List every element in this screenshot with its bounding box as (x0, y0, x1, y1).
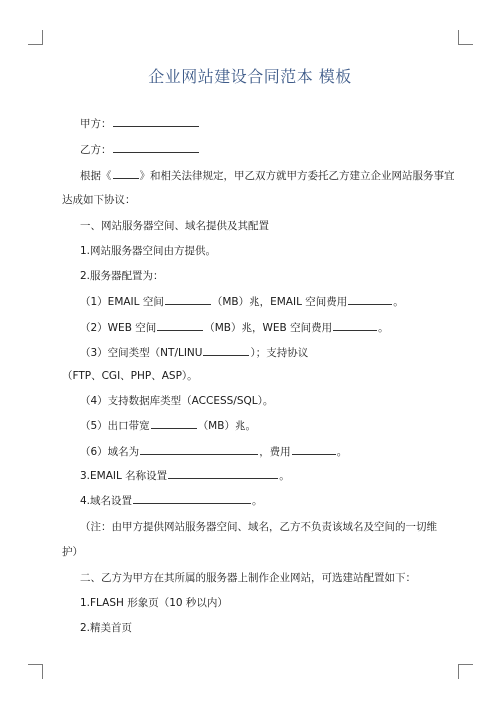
party-a-blank (113, 116, 199, 127)
web-fee-blank (333, 320, 377, 331)
domain-setting-blank (133, 493, 251, 504)
config-4-database: （4）支持数据库类型（ACCESS/SQL）。 (80, 395, 274, 407)
email-fee-blank (348, 294, 392, 305)
clause-2: 2.服务器配置为： (80, 270, 164, 282)
web-space-blank (157, 320, 203, 331)
section-1-heading: 一、网站服务器空间、域名提供及其配置 (80, 220, 269, 232)
clause-4-domain-setting: 4.域名设置 。 (80, 495, 263, 507)
intro-prefix: 根据《 (80, 170, 112, 182)
space-type-blank (203, 345, 249, 356)
clause-3-email-name: 3.EMAIL 名称设置 。 (80, 470, 290, 482)
config-2-web: （2）WEB 空间 （MB）兆，WEB 空间费用 。 (80, 322, 389, 334)
party-b-line (0, 142, 500, 157)
email-name-blank (168, 468, 278, 479)
note-line: （注：由甲方提供网站服务器空间、域名，乙方不负责该域名及空间的一切维 (80, 521, 437, 533)
config-6-domain: （6）域名为 ，费用 。 (80, 446, 348, 458)
crop-mark-top-right (458, 30, 473, 45)
config-3-protocols: （FTP、CGI、PHP、ASP）。 (62, 370, 198, 382)
option-2-homepage: 2.精美首页 (80, 622, 133, 634)
config-5-bandwidth: （5）出口带宽 （MB）兆。 (80, 420, 256, 432)
email-space-blank (165, 294, 211, 305)
crop-mark-bottom-right (458, 664, 473, 679)
document-title: 企业网站建设合同范本 模板 (148, 67, 352, 86)
bandwidth-blank (151, 418, 197, 429)
party-b-label: 乙方： (80, 144, 112, 156)
intro-continuation: 达成如下协议： (62, 194, 136, 206)
config-3-space-type: （3）空间类型（NT/LINU ）；支持协议 (80, 347, 309, 359)
section-2-heading: 二、乙方为甲方在其所属的服务器上制作企业网站，可选建站配置如下： (80, 572, 416, 584)
intro-line (0, 168, 500, 183)
domain-name-blank (140, 444, 258, 455)
note-continuation: 护） (62, 546, 83, 558)
party-a-label: 甲方： (80, 118, 112, 130)
crop-mark-top-left (28, 30, 43, 45)
crop-mark-bottom-left (28, 664, 43, 679)
domain-fee-blank (292, 444, 336, 455)
intro-suffix: 》和相关法律规定，甲乙双方就甲方委托乙方建立企业网站服务事宜 (139, 170, 455, 182)
law-name-blank (113, 168, 139, 179)
config-1-email: （1）EMAIL 空间 （MB）兆，EMAIL 空间费用 。 (80, 296, 404, 308)
party-b-blank (113, 142, 199, 153)
option-1-flash: 1.FLASH 形象页（10 秒以内） (80, 597, 228, 609)
clause-1: 1.网站服务器空间由方提供。 (80, 245, 217, 257)
party-a-line (0, 116, 500, 131)
